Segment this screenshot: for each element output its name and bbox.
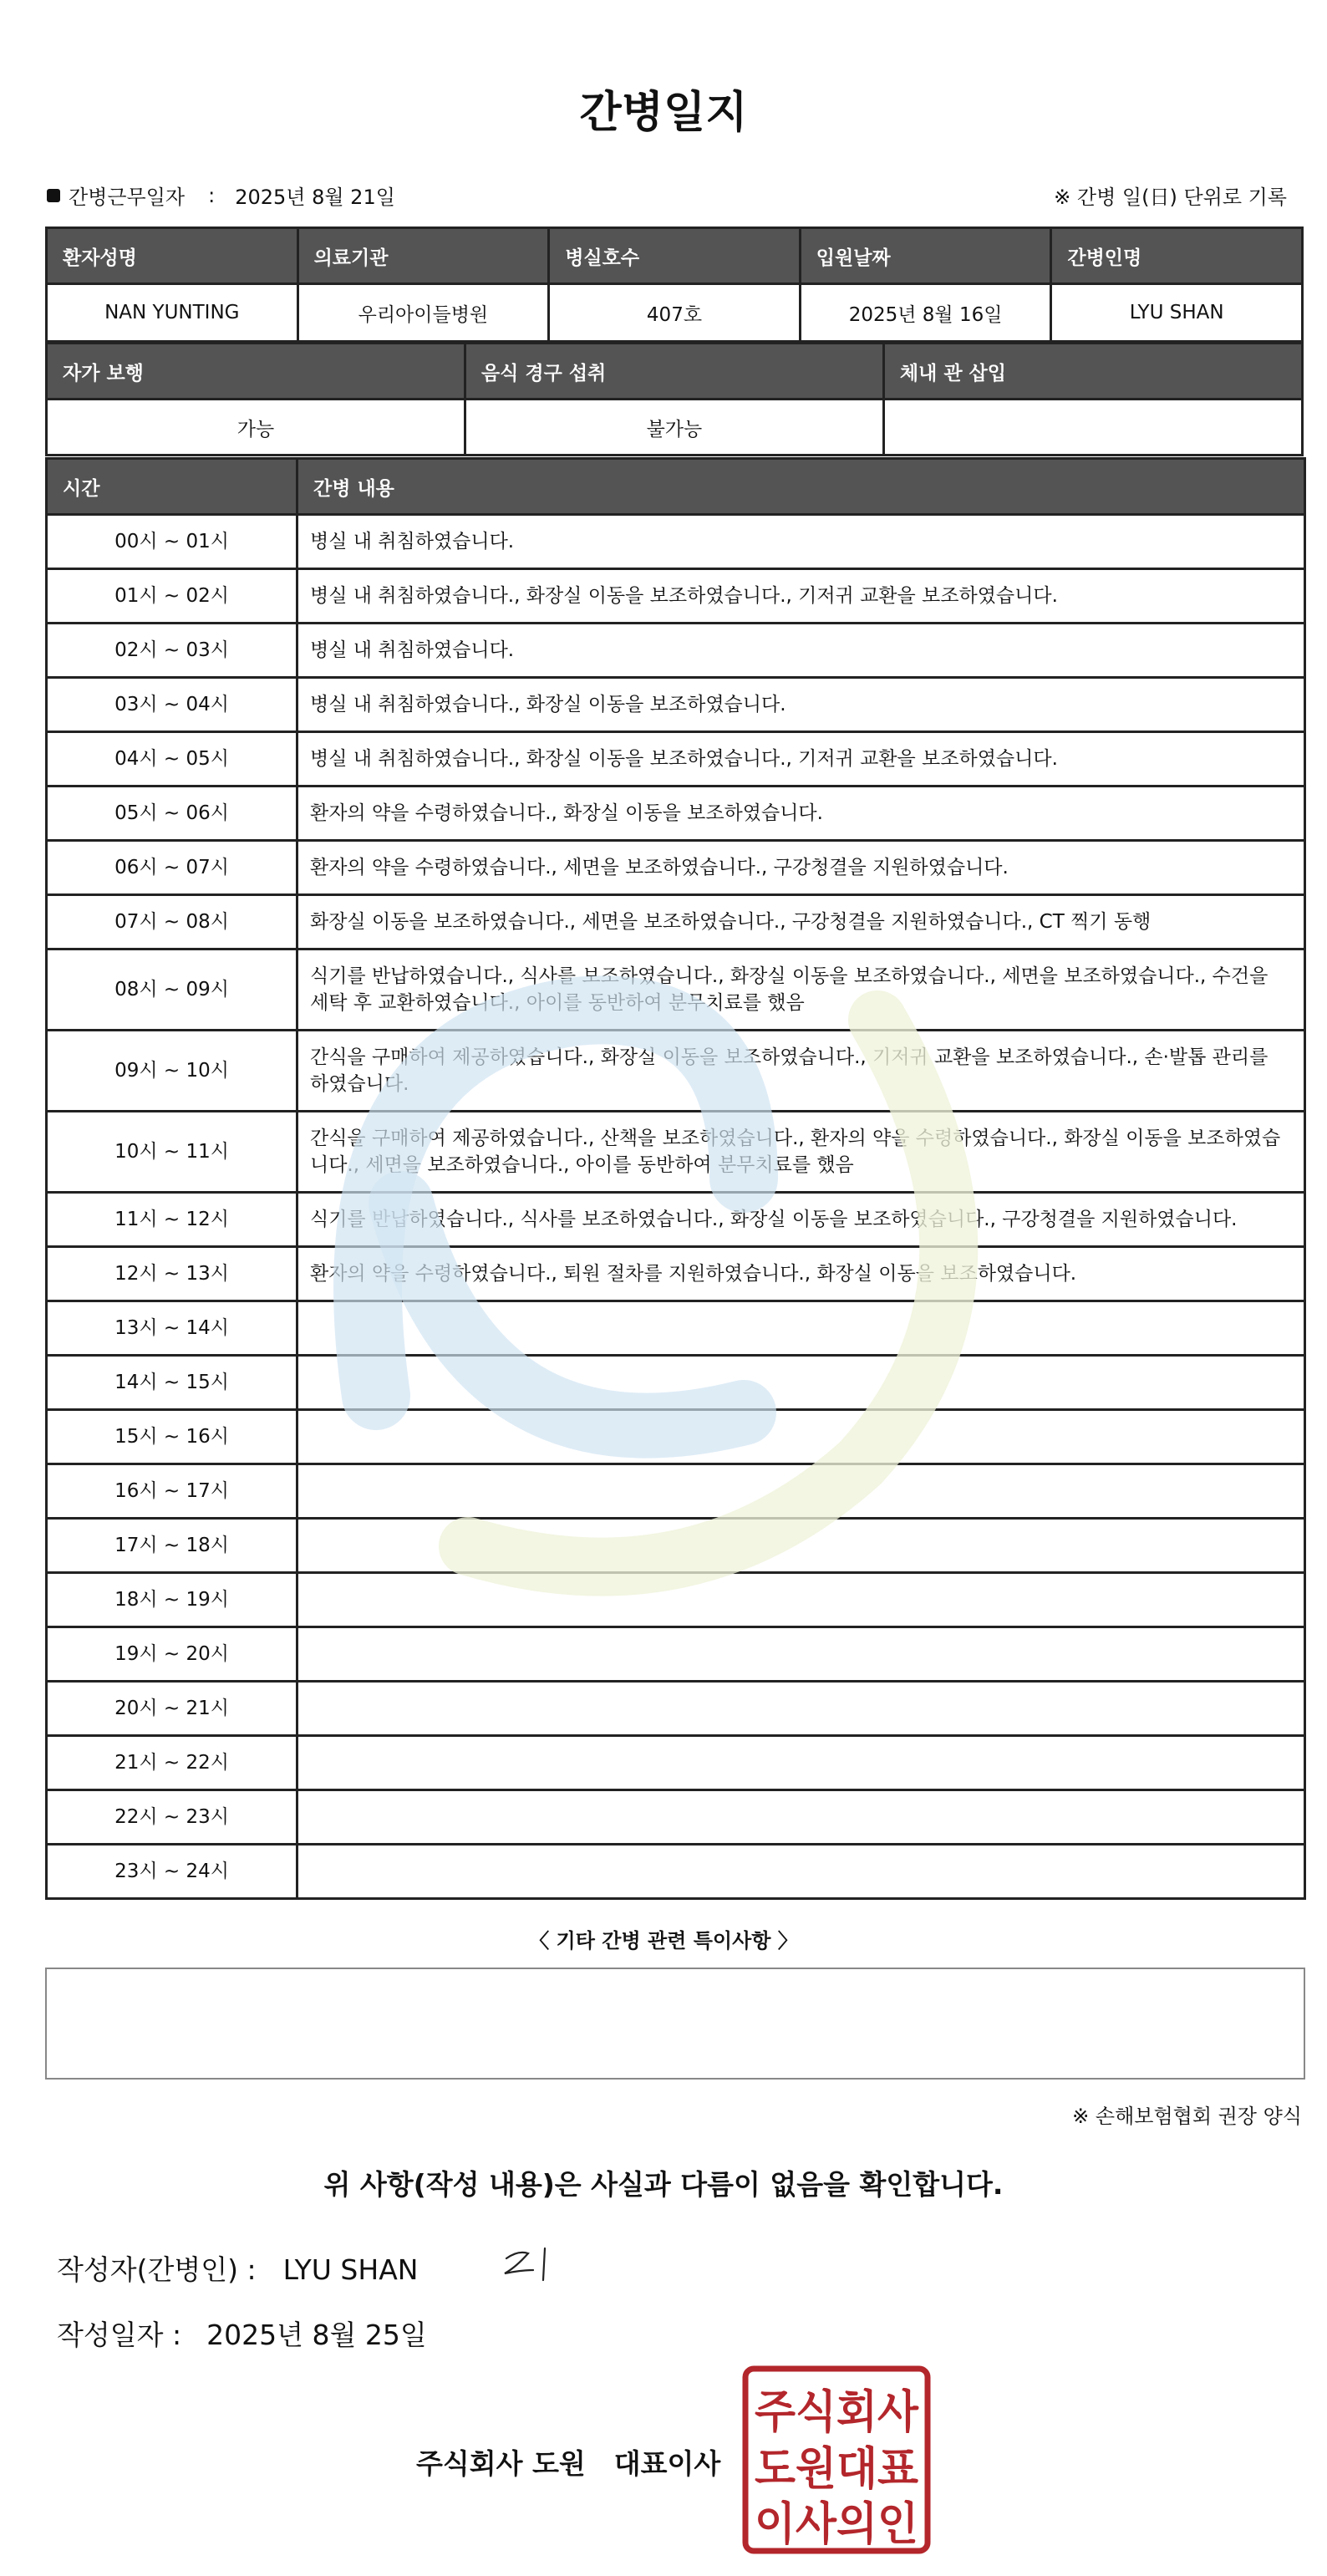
log-row-23 bbox=[47, 1845, 1305, 1899]
log-row-01 bbox=[47, 569, 1305, 624]
work-date-label: 간병근무일자 bbox=[69, 186, 186, 209]
log-content bbox=[297, 1464, 1305, 1519]
log-content: 식기를 반납하였습니다., 식사를 보조하였습니다., 화장실 이동을 보조하였습니다., 구강청결을 지원하였습니다. bbox=[297, 1193, 1305, 1247]
header-tube-insertion: 체내 관 삽입 bbox=[883, 344, 1302, 400]
log-time: 03시 ~ 04시 bbox=[47, 678, 297, 732]
writer-row bbox=[57, 2248, 418, 2288]
log-content: 병실 내 취침하였습니다., 화장실 이동을 보조하였습니다., 기저귀 교환을 보조하였습니다. bbox=[297, 569, 1305, 624]
log-time: 17시 ~ 18시 bbox=[47, 1519, 297, 1573]
log-row-18 bbox=[47, 1573, 1305, 1627]
page-title: 간병일지 bbox=[579, 88, 748, 138]
log-row-11 bbox=[47, 1193, 1305, 1247]
log-row-22 bbox=[47, 1790, 1305, 1845]
log-content: 화장실 이동을 보조하였습니다., 세면을 보조하였습니다., 구강청결을 지원하였습니다., CT 찍기 동행 bbox=[297, 895, 1305, 949]
log-content bbox=[297, 1410, 1305, 1464]
company-seal-stamp bbox=[742, 2365, 931, 2554]
log-row-20 bbox=[47, 1682, 1305, 1736]
log-content: 식기를 반납하였습니다., 식사를 보조하였습니다., 화장실 이동을 보조하였습니다., 세면을 보조하였습니다., 수건을 세탁 후 교환하였습니다., 아이를 동반하여 분무치료를 했음 bbox=[297, 949, 1305, 1031]
log-row-04 bbox=[47, 732, 1305, 787]
log-row-07 bbox=[47, 895, 1305, 949]
log-row-10 bbox=[47, 1112, 1305, 1193]
log-content bbox=[297, 1573, 1305, 1627]
log-time: 21시 ~ 22시 bbox=[47, 1736, 297, 1790]
log-content: 간식을 구매하여 제공하였습니다., 산책을 보조하였습니다., 환자의 약을 수령하였습니다., 화장실 이동을 보조하였습니다., 세면을 보조하였습니다., 아이를 동반하여 분무치료를 했음 bbox=[297, 1112, 1305, 1193]
work-date-row bbox=[47, 181, 1287, 214]
log-content: 병실 내 취침하였습니다., 화장실 이동을 보조하였습니다. bbox=[297, 678, 1305, 732]
log-time: 20시 ~ 21시 bbox=[47, 1682, 297, 1736]
log-row-19 bbox=[47, 1627, 1305, 1682]
log-row-00 bbox=[47, 515, 1305, 569]
header-care-content: 간병 내용 bbox=[297, 459, 1305, 515]
svg-text:도원대표: 도원대표 bbox=[755, 2442, 918, 2495]
header-admission-date: 입원날짜 bbox=[800, 228, 1051, 284]
representative-title: 대표이사 bbox=[613, 2447, 721, 2480]
log-row-06 bbox=[47, 841, 1305, 895]
log-time: 01시 ~ 02시 bbox=[47, 569, 297, 624]
oral-intake-value: 불가능 bbox=[465, 400, 883, 456]
log-content bbox=[297, 1845, 1305, 1899]
log-time: 09시 ~ 10시 bbox=[47, 1031, 297, 1112]
room-number: 407호 bbox=[549, 284, 801, 342]
log-content: 병실 내 취침하였습니다., 화장실 이동을 보조하였습니다., 기저귀 교환을 보조하였습니다. bbox=[297, 732, 1305, 787]
log-content bbox=[297, 1519, 1305, 1573]
care-log-table bbox=[45, 457, 1306, 1900]
log-time: 06시 ~ 07시 bbox=[47, 841, 297, 895]
log-content bbox=[297, 1736, 1305, 1790]
work-date-separator: : bbox=[208, 183, 216, 207]
log-row-03 bbox=[47, 678, 1305, 732]
log-content: 병실 내 취침하였습니다. bbox=[297, 515, 1305, 569]
log-content: 간식을 구매하여 제공하였습니다., 화장실 이동을 보조하였습니다., 기저귀 교환을 보조하였습니다., 손·발톱 관리를 하였습니다. bbox=[297, 1031, 1305, 1112]
log-time: 15시 ~ 16시 bbox=[47, 1410, 297, 1464]
writer-label: 작성자(간병인) : bbox=[57, 2253, 257, 2286]
log-time: 22시 ~ 23시 bbox=[47, 1790, 297, 1845]
log-time: 19시 ~ 20시 bbox=[47, 1627, 297, 1682]
company-row bbox=[416, 2442, 720, 2482]
header-caregiver-name: 간병인명 bbox=[1051, 228, 1303, 284]
hospital-name: 우리아이들병원 bbox=[297, 284, 549, 342]
log-content bbox=[297, 1682, 1305, 1736]
svg-text:주식회사: 주식회사 bbox=[755, 2385, 919, 2438]
patient-info-table bbox=[45, 227, 1304, 343]
header-patient-name: 환자성명 bbox=[47, 228, 298, 284]
log-time: 07시 ~ 08시 bbox=[47, 895, 297, 949]
log-content: 환자의 약을 수령하였습니다., 세면을 보조하였습니다., 구강청결을 지원하였습니다. bbox=[297, 841, 1305, 895]
header-self-walking: 자가 보행 bbox=[47, 344, 465, 400]
log-time: 00시 ~ 01시 bbox=[47, 515, 297, 569]
confirmation-statement: 위 사항(작성 내용)은 사실과 다름이 없음을 확인합니다. bbox=[323, 2168, 1004, 2201]
tube-insertion-value bbox=[883, 400, 1302, 456]
log-row-17 bbox=[47, 1519, 1305, 1573]
log-time: 16시 ~ 17시 bbox=[47, 1464, 297, 1519]
self-walking-value: 가능 bbox=[47, 400, 465, 456]
log-content bbox=[297, 1627, 1305, 1682]
header-hospital: 의료기관 bbox=[297, 228, 549, 284]
header-room-number: 병실호수 bbox=[549, 228, 801, 284]
header-time: 시간 bbox=[47, 459, 297, 515]
log-row-14 bbox=[47, 1356, 1305, 1410]
patient-status-table bbox=[45, 342, 1304, 456]
log-time: 23시 ~ 24시 bbox=[47, 1845, 297, 1899]
written-date-value: 2025년 8월 25일 bbox=[206, 2319, 427, 2351]
log-row-13 bbox=[47, 1301, 1305, 1356]
log-time: 10시 ~ 11시 bbox=[47, 1112, 297, 1193]
caregiver-name: LYU SHAN bbox=[1051, 284, 1303, 342]
written-date-label: 작성일자 : bbox=[57, 2319, 182, 2351]
header-oral-intake: 음식 경구 섭취 bbox=[465, 344, 883, 400]
log-content bbox=[297, 1356, 1305, 1410]
form-source-note: ※ 손해보험협회 권장 양식 bbox=[1072, 2105, 1302, 2128]
log-time: 11시 ~ 12시 bbox=[47, 1193, 297, 1247]
company-name: 주식회사 도원 bbox=[416, 2447, 586, 2480]
log-time: 18시 ~ 19시 bbox=[47, 1573, 297, 1627]
log-content bbox=[297, 1301, 1305, 1356]
bullet-square-icon bbox=[47, 189, 60, 202]
log-time: 02시 ~ 03시 bbox=[47, 624, 297, 678]
log-row-08 bbox=[47, 949, 1305, 1031]
log-row-02 bbox=[47, 624, 1305, 678]
handwritten-signature bbox=[500, 2242, 557, 2285]
admission-date: 2025년 8월 16일 bbox=[800, 284, 1051, 342]
svg-text:이사의인: 이사의인 bbox=[755, 2497, 918, 2550]
log-time: 05시 ~ 06시 bbox=[47, 787, 297, 841]
log-row-09 bbox=[47, 1031, 1305, 1112]
log-row-21 bbox=[47, 1736, 1305, 1790]
notes-title: 〈 기타 간병 관련 특이사항 〉 bbox=[529, 1929, 798, 1952]
log-time: 04시 ~ 05시 bbox=[47, 732, 297, 787]
notes-box bbox=[45, 1968, 1305, 2080]
log-row-15 bbox=[47, 1410, 1305, 1464]
log-content: 환자의 약을 수령하였습니다., 화장실 이동을 보조하였습니다. bbox=[297, 787, 1305, 841]
log-content bbox=[297, 1790, 1305, 1845]
work-date-value: 2025년 8월 21일 bbox=[235, 186, 395, 209]
writer-name: LYU SHAN bbox=[282, 2253, 419, 2286]
log-time: 08시 ~ 09시 bbox=[47, 949, 297, 1031]
log-time: 13시 ~ 14시 bbox=[47, 1301, 297, 1356]
log-time: 14시 ~ 15시 bbox=[47, 1356, 297, 1410]
log-row-05 bbox=[47, 787, 1305, 841]
log-content: 병실 내 취침하였습니다. bbox=[297, 624, 1305, 678]
log-content: 환자의 약을 수령하였습니다., 퇴원 절차를 지원하였습니다., 화장실 이동을 보조하였습니다. bbox=[297, 1247, 1305, 1301]
patient-name: NAN YUNTING bbox=[47, 284, 298, 342]
log-row-16 bbox=[47, 1464, 1305, 1519]
log-time: 12시 ~ 13시 bbox=[47, 1247, 297, 1301]
log-row-12 bbox=[47, 1247, 1305, 1301]
unit-note: ※ 간병 일(日) 단위로 기록 bbox=[1054, 186, 1287, 209]
written-date-row bbox=[57, 2314, 427, 2353]
